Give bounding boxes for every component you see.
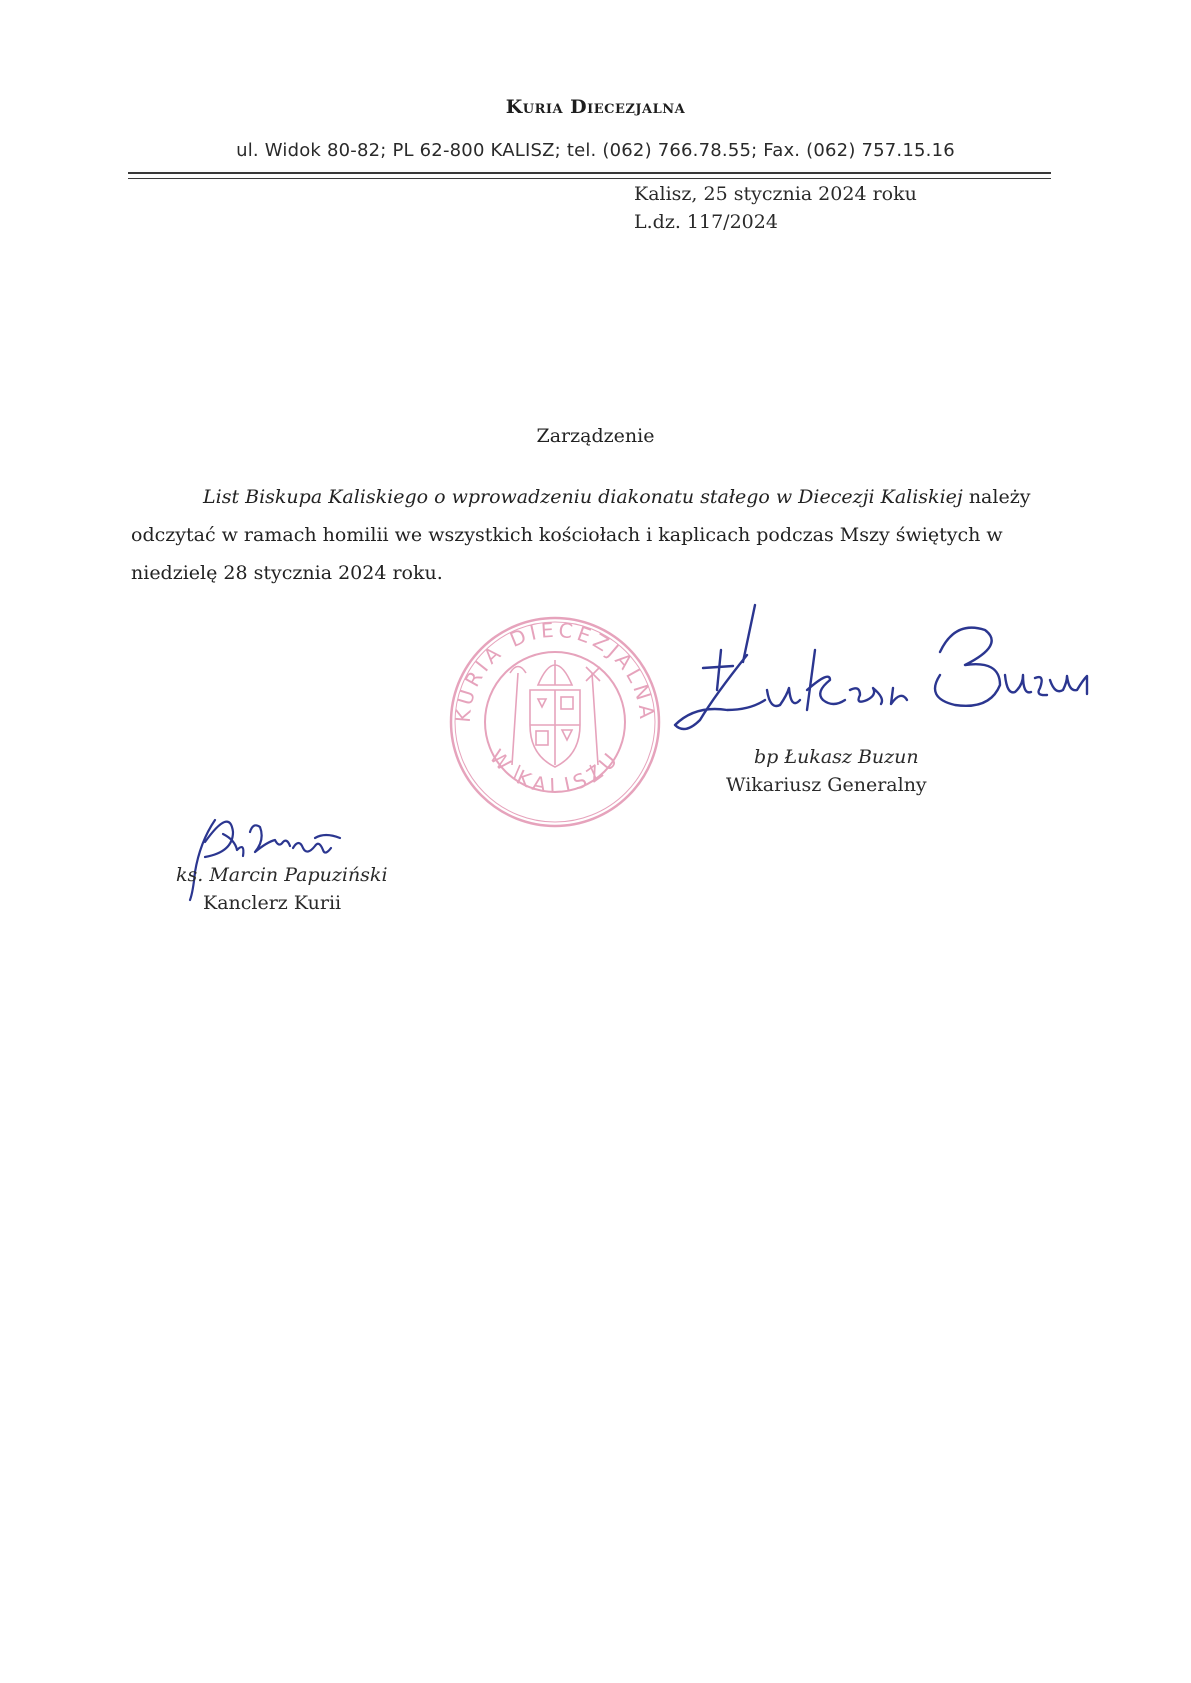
diocese-stamp <box>448 615 662 829</box>
stamp-ring-text-top: KURIA DIECEZJALNA <box>450 617 660 724</box>
document-meta <box>634 180 917 236</box>
reference-number: L.dz. 117/2024 <box>634 211 778 233</box>
place-date: Kalisz, 25 stycznia 2024 roku <box>634 183 917 205</box>
document-body <box>131 478 1051 592</box>
letterhead-divider-secondary <box>128 178 1051 179</box>
chancellor-name: ks. Marcin Papuziński <box>176 864 388 886</box>
stamp-ring-text-bottom: W KALISZU <box>484 744 625 798</box>
chancellor-signature <box>175 812 375 902</box>
bishop-name: bp Łukasz Buzun <box>754 746 919 768</box>
letterhead-divider <box>128 172 1051 174</box>
document-heading: Zarządzenie <box>536 425 655 447</box>
body-text-rest: należy odczytać w ramach homilii we wszystkich kościołach i kaplicach podczas Mszy świętych w niedzielę 28 stycznia 2024 roku. <box>131 486 1031 584</box>
letterhead-title: Kuria Diecezjalna <box>505 96 686 118</box>
bishop-signature <box>655 600 1095 740</box>
letterhead-address: ul. Widok 80-82; PL 62-800 KALISZ; tel. (062) 766.78.55; Fax. (062) 757.15.16 <box>236 140 955 161</box>
letter-title: List Biskupa Kaliskiego o wprowadzeniu diakonatu stałego w Diecezji Kaliskiej <box>203 486 963 508</box>
chancellor-role: Kanclerz Kurii <box>203 892 342 914</box>
bishop-role: Wikariusz Generalny <box>726 774 927 796</box>
coat-of-arms-icon <box>510 660 600 779</box>
